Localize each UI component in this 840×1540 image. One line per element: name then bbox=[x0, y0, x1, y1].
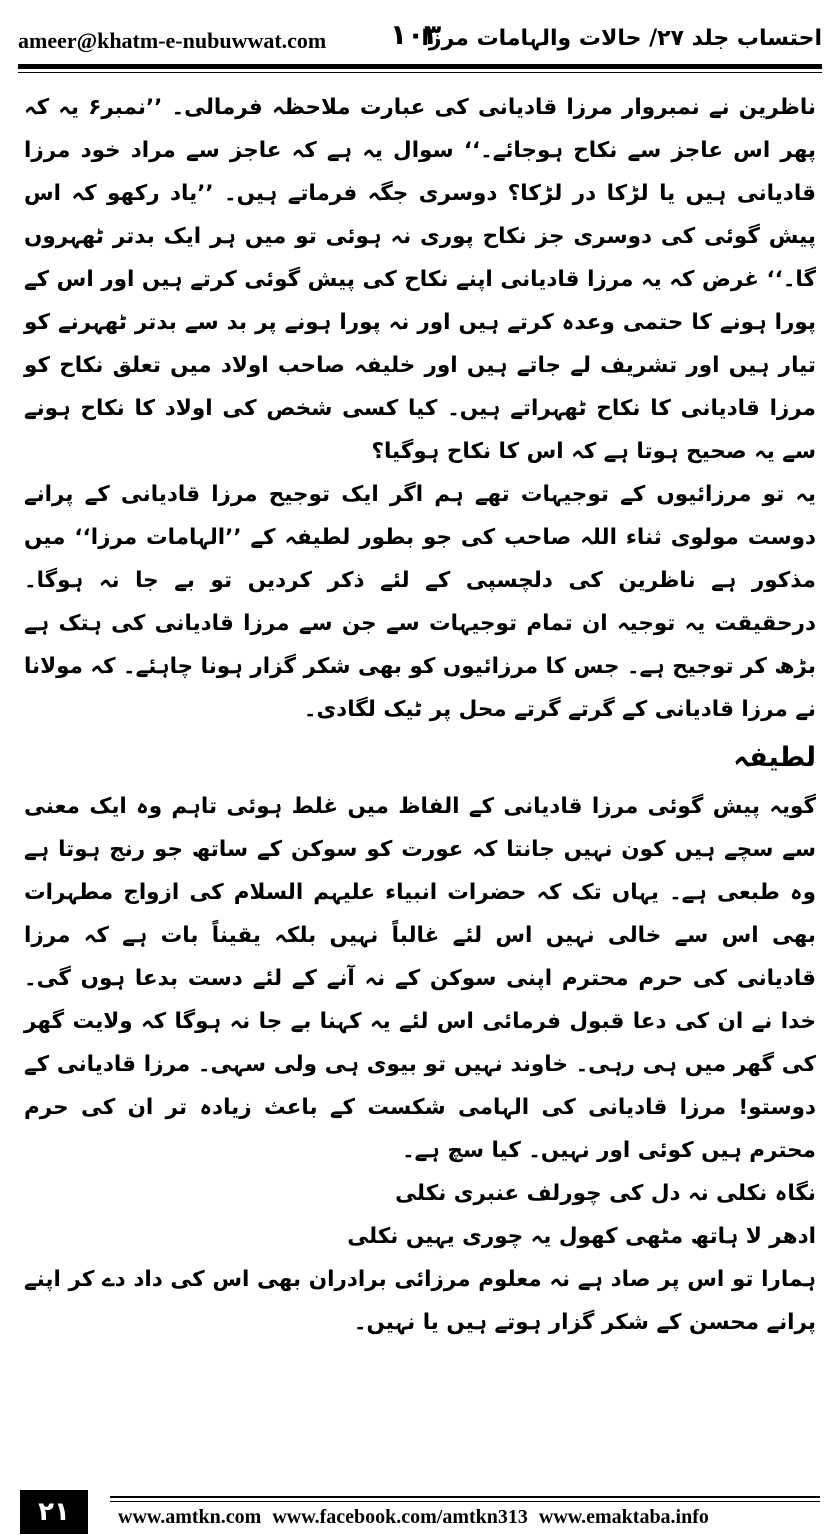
footer-link-amtkn[interactable]: www.amtkn.com bbox=[118, 1506, 262, 1528]
header-rule-thick bbox=[18, 64, 822, 69]
verse-line-2: ادھر لا ہاتھ مٹھی کھول یہ چوری یہیں نکلی bbox=[347, 1224, 816, 1249]
page-body bbox=[24, 86, 816, 1344]
verse-line-1: نگاہ نکلی نہ دل کی چورلف عنبری نکلی bbox=[395, 1181, 816, 1206]
page-header bbox=[18, 14, 822, 62]
header-page-number: ۱۰۳ bbox=[390, 18, 442, 51]
section-heading: لطیفہ bbox=[733, 742, 816, 773]
body-paragraph-3: گویہ پیش گوئی مرزا قادیانی کے الفاظ میں غلط ہوئی تاہم وہ ایک معنی سے سچے ہیں کون نہیں جانتا کہ عورت کو سوکن کے ساتھ جو رنج ہوتا ہے وہ طبعی ہے۔ یہاں تک کہ حضرات انبیاء علیہم السلام کی ازواج مطہرات بھی اس سے خالی نہیں اس لئے غالباً نہیں بلکہ یقیناً بات ہے کہ مرزا قادیانی کی حرم محترم اپنی سوکن کے نہ آنے کے لئے دست بدعا ہوں گی۔ خدا نے ان کی دعا قبول فرمائی اس لئے یہ کہنا بے جا نہ ہوگا کہ ولایت گھر کی گھر میں ہی رہی۔ خاوند نہیں تو بیوی ہی ولی سہی۔ مرزا قادیانی کے دوستو! مرزا قادیانی کی الہامی شکست کے باعث زیادہ تر ان کی حرم محترم ہیں کوئی اور نہیں۔ کیا سچ ہے۔ bbox=[24, 794, 816, 1163]
header-book-title: احتساب جلد ۲۷/ حالات والہامات مرزا bbox=[421, 26, 822, 51]
footer-rule-thick bbox=[110, 1496, 820, 1498]
footer-link-emaktaba[interactable]: www.emaktaba.info bbox=[538, 1506, 709, 1528]
body-paragraph-2: یہ تو مرزائیوں کے توجیہات تھے ہم اگر ایک توجیح مرزا قادیانی کے پرانے دوست مولوی ثناء اللہ صاحب کی جو بطور لطیفہ کے ’’الہامات مرزا‘‘ میں مذکور ہے ناظرین کی دلچسپی کے لئے ذکر کردیں تو بے جا نہ ہوگا۔ درحقیقت یہ توجیہ ان تمام توجیہات سے جن سے مرزا قادیانی کی ہتک ہے بڑھ کر توجیح ہے۔ جس کا مرزائیوں کو بھی شکر گزار ہونا چاہئے۔ کہ مولانا نے مرزا قادیانی کے گرتے گرتے محل پر ٹیک لگادی۔ bbox=[23, 482, 816, 722]
footer-link-facebook[interactable]: www.facebook.com/amtkn313 bbox=[272, 1506, 528, 1528]
page-footer bbox=[20, 1490, 820, 1534]
footer-volume-page: ۲۱ bbox=[20, 1490, 88, 1534]
body-paragraph-4: ہمارا تو اس پر صاد ہے نہ معلوم مرزائی برادران بھی اس کی داد دے کر اپنے پرانے محسن کے شکر گزار ہوتے ہیں یا نہیں۔ bbox=[24, 1267, 816, 1335]
header-rule-thin bbox=[18, 72, 822, 73]
header-email: ameer@khatm-e-nubuwwat.com bbox=[18, 28, 327, 53]
footer-rule-thin bbox=[110, 1501, 820, 1502]
footer-links bbox=[118, 1506, 820, 1529]
body-paragraph-1: ناظرین نے نمبروار مرزا قادیانی کی عبارت ملاحظہ فرمالی۔ ’’نمبر۶ یہ کہ پھر اس عاجز سے نکاح ہوجائے۔‘‘ سوال یہ ہے کہ عاجز سے مراد خود مرزا قادیانی ہیں یا لڑکا در لڑکا؟ دوسری جگہ فرماتے ہیں۔ ’’یاد رکھو کہ اس پیش گوئی کی دوسری جز نکاح پوری نہ ہوئی تو میں ہر ایک بدتر ٹھہروں گا۔‘‘ غرض کہ یہ مرزا قادیانی اپنے نکاح کی پیش گوئی کرتے ہیں اور اس کے پورا ہونے کا حتمی وعدہ کرتے ہیں اور نہ پورا ہونے پر بد سے بدتر ٹھہرنے کو تیار ہیں اور تشریف لے جاتے ہیں اور خلیفہ صاحب اولاد میں تعلق نکاح کو مرزا قادیانی کا نکاح ٹھہراتے ہیں۔ کیا کسی شخص کی اولاد کا نکاح ہونے سے یہ صحیح ہوتا ہے کہ اس کا نکاح ہوگیا؟ bbox=[24, 95, 816, 464]
